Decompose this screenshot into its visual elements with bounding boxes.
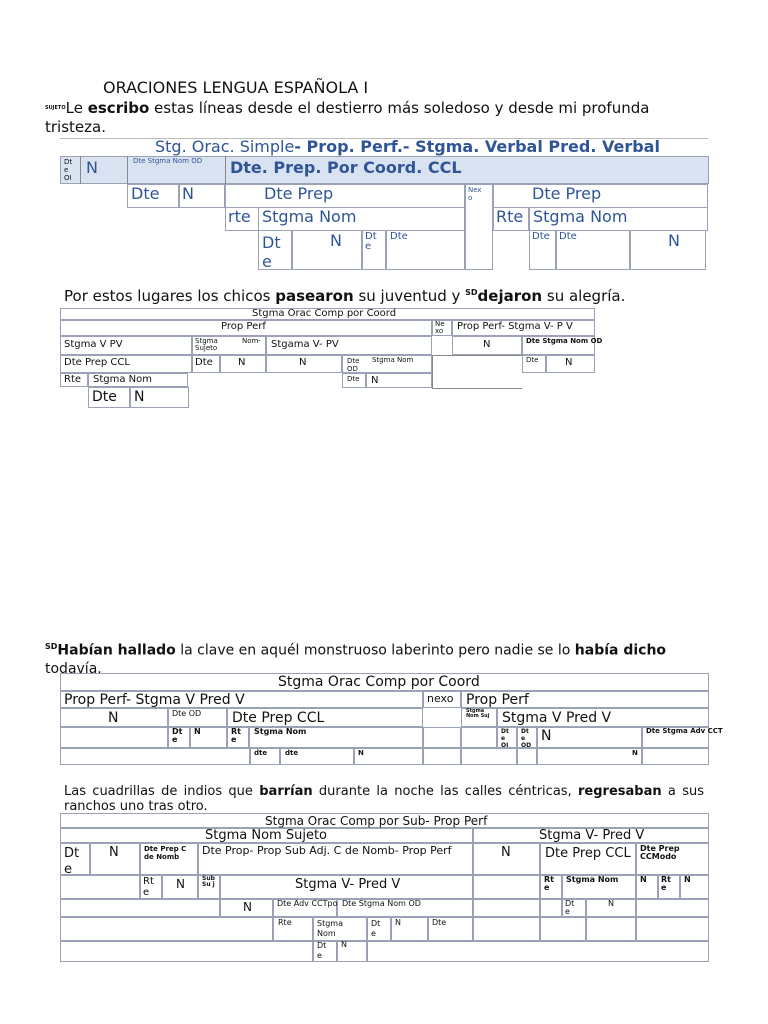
d2-stgama-v-pv: Stgama V- PV xyxy=(271,339,339,350)
d4-dte-prep-ccl: Dte Prep CCL xyxy=(545,846,631,861)
d2-dte-stgma-nom-od: Dte Stgma Nom OD xyxy=(526,337,603,345)
d2-stgma-nom-2: Stgma Nom xyxy=(93,374,153,385)
d4-stgma-nom-2: Stgma Nom xyxy=(317,919,343,938)
d1-dte-small-3: Dte xyxy=(559,231,577,242)
sentence-1 xyxy=(45,99,710,137)
d4-dt-e-2: Dt e xyxy=(565,899,575,916)
d2-dte-3: Dte xyxy=(347,375,360,383)
d2-n2: N xyxy=(238,357,246,368)
d4-rte: Rt e xyxy=(143,876,154,898)
d1-dte-stgma-nom-od: Dte Stgma Nom OD xyxy=(133,157,203,165)
d4-dte-3: Dte xyxy=(432,918,447,927)
d2-n: N xyxy=(483,339,491,350)
d3-n5: N xyxy=(632,749,638,757)
d4-n4: N xyxy=(640,875,647,884)
d2-prop-perf: Prop Perf xyxy=(221,321,266,332)
d1-n3: N xyxy=(330,231,342,250)
d4-n9: N xyxy=(341,940,347,949)
d4-suj: Sub Su j xyxy=(202,875,215,888)
sentence-1-verb: escribo xyxy=(87,99,150,117)
d1-dte-e: Dt e xyxy=(262,233,281,271)
d3-n: N xyxy=(108,710,119,726)
d3-right: Prop Perf xyxy=(466,692,529,708)
d4-n5: N xyxy=(684,875,691,884)
sentence-3: $^{SD}$Habían hallado la clave en aquél monstruoso laberinto pero nadie se lo había dicho todavía. xyxy=(45,642,667,677)
d2-dte-2: Dte xyxy=(526,356,539,364)
d3-stgma-nom-suj: Stgma Nom Suj xyxy=(466,708,490,719)
d2-head: Stgma Orac Comp por Coord xyxy=(252,308,397,319)
d4-dt-e-4: Dt e xyxy=(317,941,327,960)
d4-dte-ccmodo: Dte Prep CCModo xyxy=(640,844,680,861)
d2-dte-prep-ccl: Dte Prep CCL xyxy=(64,357,130,368)
d1-dt-e-small: Dt e xyxy=(365,231,377,252)
d1-dte-small: Dte xyxy=(390,231,408,242)
d2-stgma-sujeto: Stgma Sujeto xyxy=(195,337,218,352)
d3-n3: N xyxy=(541,728,552,744)
d1-rte-2: Rte xyxy=(496,207,524,226)
d3-left: Prop Perf- Stgma V Pred V xyxy=(64,692,245,708)
d1-n: N xyxy=(86,158,98,177)
d2-stgma-v-pv: Stgma V PV xyxy=(64,339,123,350)
d3-dte-oi: Dt e OI xyxy=(501,728,509,749)
d4-sujeto: Stgma Nom Sujeto xyxy=(205,828,327,843)
d3-dte-od: Dte OD xyxy=(172,709,202,718)
d2-dte: Dte xyxy=(195,357,213,368)
d4-rte-3: Rt e xyxy=(661,875,671,892)
d4-dte-prep-c: Dte Prep C de Nomb xyxy=(144,845,187,861)
d1-dte-small-2: Dte xyxy=(532,231,550,242)
sentence-1-pre: Le xyxy=(65,99,88,117)
d1-rte-1: rte xyxy=(228,207,251,226)
d3-n4: N xyxy=(358,749,364,757)
d2-rte: Rte xyxy=(64,374,82,385)
d4-dte-prop: Dte Prop- Prop Sub Adj. C de Nomb- Prop Perf xyxy=(202,844,452,857)
d4-dt-e-3: Dt e xyxy=(371,919,381,938)
d3-n2: N xyxy=(194,727,201,736)
d1-stgma-nom-1: Stgma Nom xyxy=(262,207,357,226)
d4-dte: Dt e xyxy=(64,846,80,877)
d3-dte-prep-ccl: Dte Prep CCL xyxy=(232,710,325,726)
d4-rte-4: Rte xyxy=(278,918,292,927)
d1-dte-oi: Dt e OI xyxy=(64,158,73,182)
sentence-4: Las cuadrillas de indios que barrían durante la noche las calles céntricas, regresaban a sus ranchos uno tras otro. xyxy=(64,784,704,814)
d2-n3: N xyxy=(299,357,307,368)
d4-head: Stgma Orac Comp por Sub- Prop Perf xyxy=(265,814,488,828)
d2-n4: N xyxy=(565,357,573,368)
d1-dte-prep-2: Dte Prep xyxy=(532,184,602,203)
sentence-2: Por estos lugares los chicos pasearon su juventud y $^{SD}$dejaron su alegría. xyxy=(64,287,626,305)
d2-n6: N xyxy=(134,389,145,405)
d3-stgma-v-pred-v: Stgma V Pred V xyxy=(502,710,612,726)
d2-dte-4: Dte xyxy=(92,389,117,405)
d2-right-head: Prop Perf- Stgma V- P V xyxy=(457,321,573,332)
page-title: ORACIONES LENGUA ESPAÑOLA I xyxy=(103,78,369,97)
d3-dte-1: dte xyxy=(254,749,268,757)
d3-dte-stgma-adv-cct: Dte Stgma Adv CCT xyxy=(646,727,723,735)
sentence-1-tag: SUJETO xyxy=(45,105,66,111)
d1-dte: Dte xyxy=(131,184,160,203)
d2-nom: Nom- xyxy=(242,337,261,345)
d1-nexo: Nex o xyxy=(468,186,482,202)
d4-dte-stgma-nom-od: Dte Stgma Nom OD xyxy=(342,899,421,908)
d1-header: Stg. Orac. Simple- Prop. Perf.- Stgma. Verbal Pred. Verbal xyxy=(155,137,660,156)
d3-stgma-nom: Stgma Nom xyxy=(254,727,307,736)
d3-head: Stgma Orac Comp por Coord xyxy=(278,674,480,690)
d4-dte-adv-cctpo: Dte Adv CCTpo xyxy=(277,899,338,908)
d3-dte-2: dte xyxy=(285,749,299,757)
d3-dt-e: Dt e xyxy=(172,727,183,744)
d4-n7: N xyxy=(608,899,614,908)
d4-n2: N xyxy=(501,845,511,860)
d1-ccl: Dte. Prep. Por Coord. CCL xyxy=(230,158,462,177)
d1-n4: N xyxy=(668,231,680,250)
d1-dte-prep-1: Dte Prep xyxy=(264,184,334,203)
d4-n8: N xyxy=(395,918,401,927)
d4-stgma-nom: Stgma Nom xyxy=(566,875,619,884)
d4-n6: N xyxy=(243,900,252,914)
d4-rte-2: Rt e xyxy=(544,875,554,892)
d4-stgma-v-pred-v: Stgma V- Pred V xyxy=(295,877,401,892)
d4-pred: Stgma V- Pred V xyxy=(539,828,645,843)
d2-stgma-nom: Stgma Nom xyxy=(372,356,414,364)
d4-n3: N xyxy=(176,877,185,891)
d1-stgma-nom-2: Stgma Nom xyxy=(533,207,628,226)
d4-n: N xyxy=(109,845,119,860)
d2-n5: N xyxy=(371,375,379,386)
d2-nexo: Ne xo xyxy=(435,320,445,335)
d3-nexo: nexo xyxy=(427,692,454,705)
d3-dte-od-2: Dt e OD xyxy=(521,728,532,749)
d2-dte-od: Dte OD xyxy=(347,357,360,373)
sentence-1-post: estas líneas desde el destierro más soledoso y desde mi profunda tristeza. xyxy=(45,99,650,136)
d1-n2: N xyxy=(182,184,194,203)
d3-rt-e: Rt e xyxy=(231,727,241,744)
